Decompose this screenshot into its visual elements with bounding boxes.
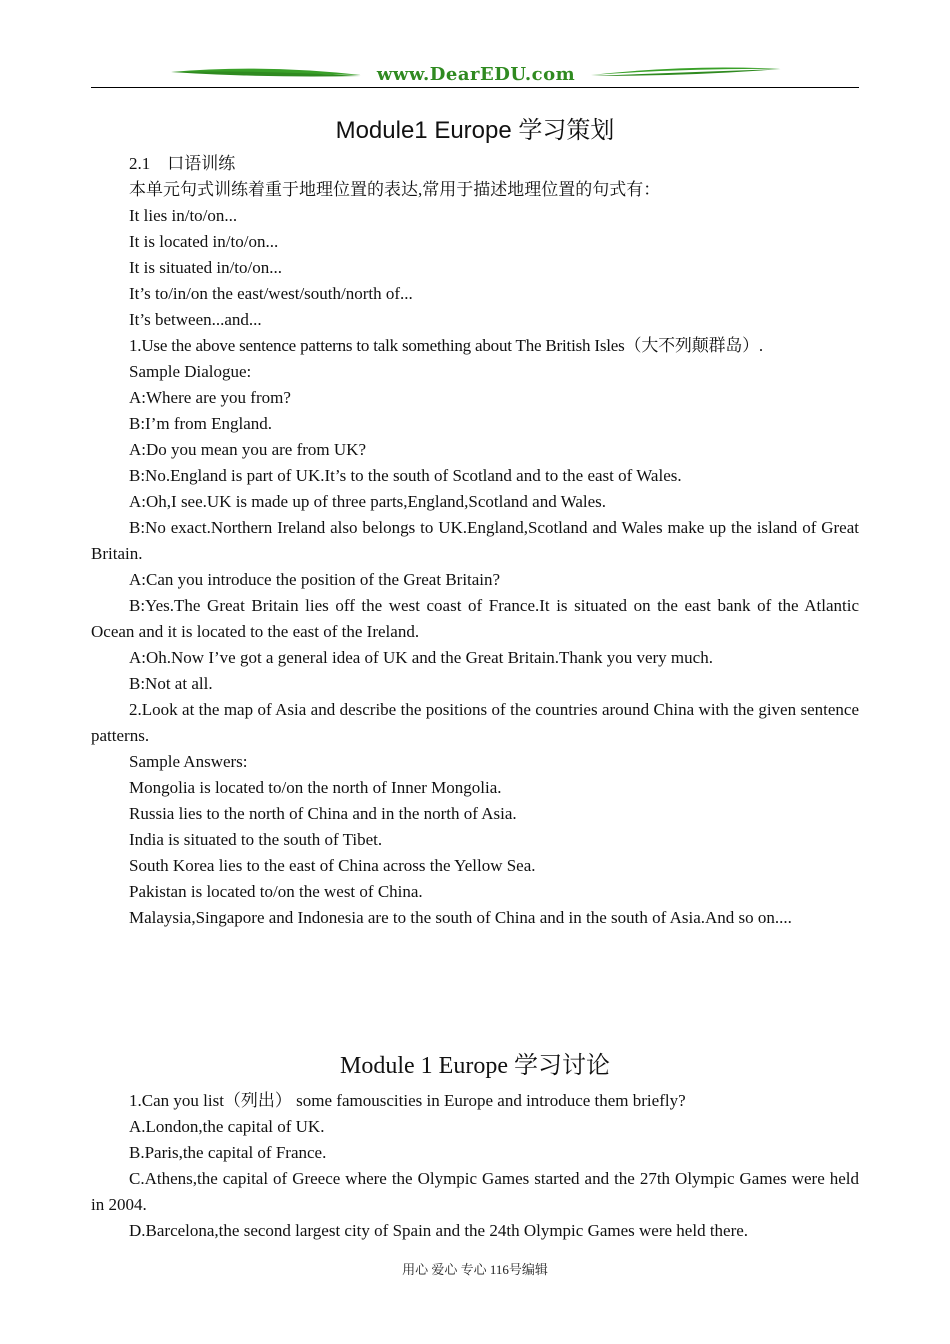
section2-title: Module 1 Europe 学习讨论 <box>340 1053 610 1079</box>
section1-body <box>91 151 859 931</box>
text-line: A.London,the capital of UK. <box>129 1117 325 1136</box>
section2-body <box>91 1088 859 1244</box>
page-header <box>91 62 859 90</box>
text-line: It is situated in/to/on... <box>129 258 282 277</box>
text-line: It’s to/in/on the east/west/south/north of... <box>129 284 413 303</box>
text-line: South Korea lies to the east of China across the Yellow Sea. <box>129 856 536 875</box>
text-line: It lies in/to/on... <box>129 206 238 225</box>
text-line: Russia lies to the north of China and in the north of Asia. <box>129 804 517 823</box>
text-line: B:Yes.The Great Britain lies off the west coast of France.It is situated on the east bank of the Atlantic Ocean and it is located to the east of the Ireland. <box>91 596 859 641</box>
text-line: Malaysia,Singapore and Indonesia are to the south of China and in the south of Asia.And so on.... <box>129 908 792 927</box>
text-line: Pakistan is located to/on the west of China. <box>129 882 423 901</box>
text-line: B:No.England is part of UK.It’s to the south of Scotland and to the east of Wales. <box>129 466 682 485</box>
text-line: It is located in/to/on... <box>129 232 279 251</box>
text-line: It’s between...and... <box>129 310 262 329</box>
text-line: 2.Look at the map of Asia and describe the positions of the countries around China with the given sentence patterns. <box>91 700 859 745</box>
page-footer: 用心 爱心 专心 116号编辑 <box>402 1262 548 1277</box>
site-logo <box>171 62 781 88</box>
header-divider <box>91 87 859 88</box>
text-line: A:Oh,I see.UK is made up of three parts,England,Scotland and Wales. <box>129 492 607 511</box>
text-line: A:Where are you from? <box>129 388 291 407</box>
text-line: Mongolia is located to/on the north of Inner Mongolia. <box>129 778 502 797</box>
text-line: B:I’m from England. <box>129 414 273 433</box>
text-line: 本单元句式训练着重于地理位置的表达,常用于描述地理位置的句式有： <box>129 180 661 199</box>
text-line: B:No exact.Northern Ireland also belongs to UK.England,Scotland and Wales make up the island of Great Britain. <box>91 518 859 563</box>
text-line: 2.1 口语训练 <box>129 154 236 173</box>
text-line: India is situated to the south of Tibet. <box>129 830 383 849</box>
text-line: 1.Can you list（列出） some famouscities in Europe and introduce them briefly? <box>129 1091 686 1110</box>
logo-text: www.DearEDU.com <box>376 64 576 85</box>
text-line: 1.Use the above sentence patterns to talk something about The British Isles（大不列颠群岛）. <box>129 336 763 355</box>
text-line: A:Oh.Now I’ve got a general idea of UK and the Great Britain.Thank you very much. <box>129 648 713 667</box>
section1-title: Module1 Europe 学习策划 <box>335 117 615 144</box>
text-line: Sample Dialogue: <box>129 362 252 381</box>
text-line: C.Athens,the capital of Greece where the Olympic Games started and the 27th Olympic Games were held in 2004. <box>91 1169 859 1214</box>
text-line: A:Do you mean you are from UK? <box>129 440 366 459</box>
text-line: B:Not at all. <box>129 674 213 693</box>
text-line: A:Can you introduce the position of the Great Britain? <box>129 570 501 589</box>
text-line: D.Barcelona,the second largest city of Spain and the 24th Olympic Games were held there. <box>129 1221 749 1240</box>
text-line: Sample Answers: <box>129 752 248 771</box>
text-line: B.Paris,the capital of France. <box>129 1143 327 1162</box>
